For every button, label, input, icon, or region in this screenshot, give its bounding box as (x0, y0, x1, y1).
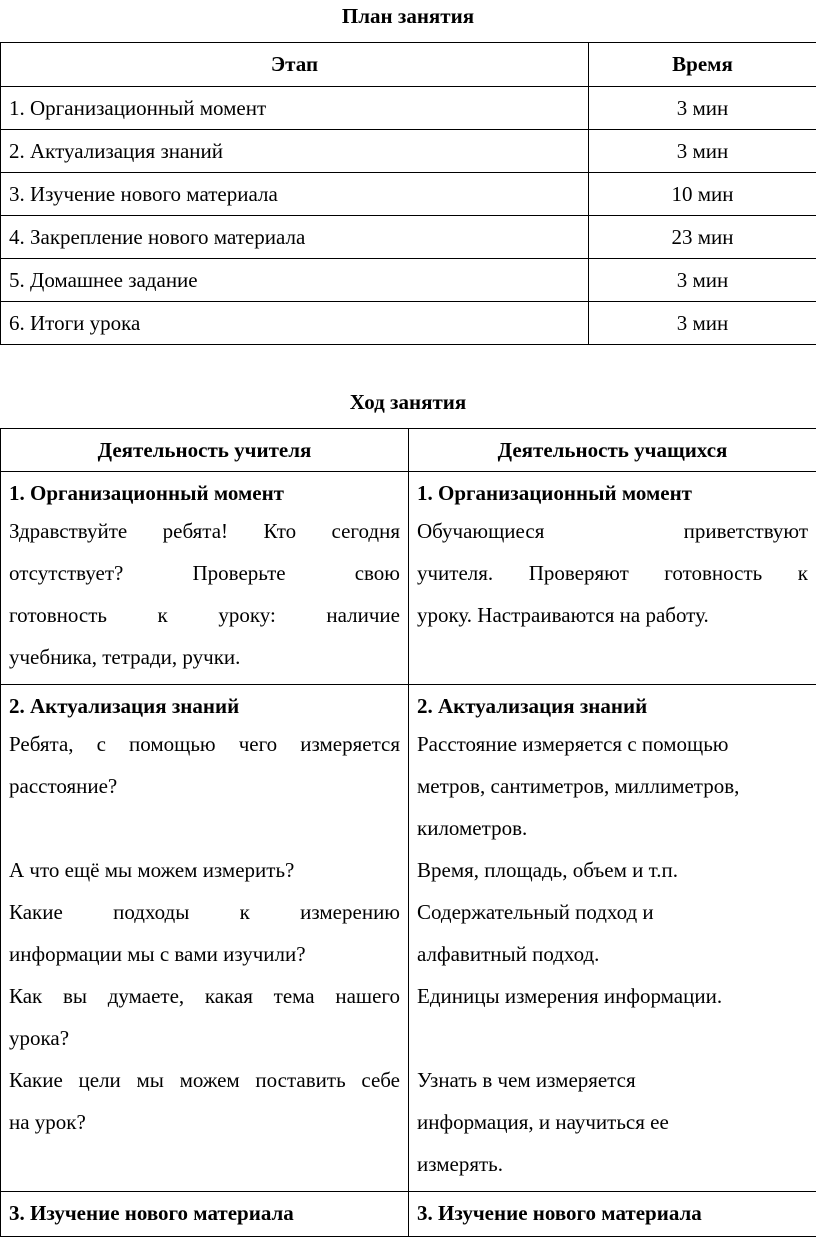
plan-time-cell: 3 мин (589, 302, 816, 345)
students-cell (409, 472, 816, 685)
teacher-cell (1, 472, 409, 685)
plan-stage-cell: 4. Закрепление нового материала (1, 216, 589, 259)
text-line: метров, сантиметров, миллиметров, (417, 765, 808, 807)
plan-time-cell: 3 мин (589, 87, 816, 130)
text-line: на урок? (9, 1101, 400, 1143)
text-line: информация, и научиться ее (417, 1101, 808, 1143)
table-row (1, 216, 816, 259)
text-line: Здравствуйте ребята! Кто сегодня (9, 510, 400, 552)
table-row (1, 472, 816, 685)
progress-table (0, 428, 816, 1237)
text-line: А что ещё мы можем измерить? (9, 849, 400, 891)
text-line: уроку. Настраиваются на работу. (417, 594, 808, 636)
section-title: 2. Актуализация знаний (417, 689, 808, 723)
text-line: отсутствует? Проверьте свою (9, 552, 400, 594)
text-line: Какие цели мы можем поставить себе (9, 1059, 400, 1101)
plan-stage-cell: 5. Домашнее задание (1, 259, 589, 302)
plan-stage-cell: 6. Итоги урока (1, 302, 589, 345)
plan-header-stage: Этап (1, 43, 589, 87)
text-line: Как вы думаете, какая тема нашего (9, 975, 400, 1017)
students-cell (409, 685, 816, 1192)
plan-title: План занятия (0, 4, 816, 28)
text-line: Расстояние измеряется с помощью (417, 723, 808, 765)
text-line: алфавитный подход. (417, 933, 808, 975)
text-line: информации мы с вами изучили? (9, 933, 400, 975)
text-line: урока? (9, 1017, 400, 1059)
text-line: Узнать в чем измеряется (417, 1059, 808, 1101)
plan-header-row (1, 43, 816, 87)
progress-header-row (1, 429, 816, 472)
text-line: готовность к уроку: наличие (9, 594, 400, 636)
students-cell (409, 1192, 816, 1237)
text-line: Время, площадь, объем и т.п. (417, 849, 808, 891)
plan-table (0, 42, 816, 345)
plan-time-cell: 23 мин (589, 216, 816, 259)
text-line: Какие подходы к измерению (9, 891, 400, 933)
table-row (1, 130, 816, 173)
plan-stage-cell: 2. Актуализация знаний (1, 130, 589, 173)
text-line: учебника, тетради, ручки. (9, 636, 400, 678)
table-row (1, 173, 816, 216)
table-row (1, 259, 816, 302)
section-title: 3. Изучение нового материала (417, 1196, 808, 1230)
progress-title: Ход занятия (0, 390, 816, 414)
text-line: Обучающиеся приветствуют (417, 510, 808, 552)
text-line: учителя. Проверяют готовность к (417, 552, 808, 594)
text-line: километров. (417, 807, 808, 849)
table-row (1, 685, 816, 1192)
blank-line (417, 1017, 808, 1059)
text-line: измерять. (417, 1143, 808, 1185)
teacher-cell (1, 685, 409, 1192)
section-title: 2. Актуализация знаний (9, 689, 400, 723)
section-title: 3. Изучение нового материала (9, 1196, 400, 1230)
section-title: 1. Организационный момент (9, 476, 400, 510)
header-teacher-activity: Деятельность учителя (1, 429, 409, 472)
plan-time-cell: 3 мин (589, 130, 816, 173)
section-title: 1. Организационный момент (417, 476, 808, 510)
teacher-cell (1, 1192, 409, 1237)
table-row (1, 87, 816, 130)
plan-time-cell: 3 мин (589, 259, 816, 302)
table-row (1, 302, 816, 345)
text-line: Ребята, с помощью чего измеряется (9, 723, 400, 765)
plan-stage-cell: 1. Организационный момент (1, 87, 589, 130)
text-line: Единицы измерения информации. (417, 975, 808, 1017)
text-line: расстояние? (9, 765, 400, 807)
blank-line (9, 807, 400, 849)
plan-time-cell: 10 мин (589, 173, 816, 216)
plan-header-time: Время (589, 43, 816, 87)
text-line: Содержательный подход и (417, 891, 808, 933)
plan-stage-cell: 3. Изучение нового материала (1, 173, 589, 216)
table-row (1, 1192, 816, 1237)
header-students-activity: Деятельность учащихся (409, 429, 816, 472)
